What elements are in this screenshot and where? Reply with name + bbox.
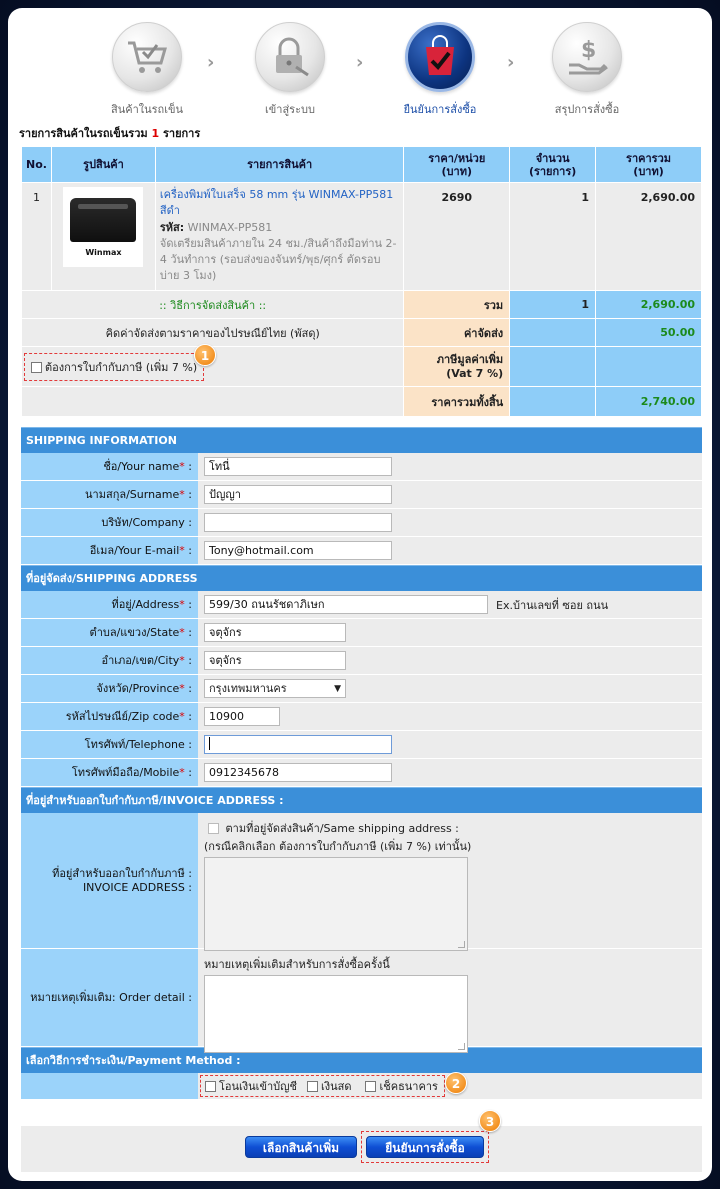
product-image-cell bbox=[51, 183, 155, 291]
invoice-field-cell bbox=[198, 813, 702, 948]
vat-empty-1 bbox=[510, 347, 596, 387]
bag-check-icon bbox=[405, 22, 475, 92]
province-label-text: จังหวัด/Province bbox=[96, 682, 180, 695]
required-mark: * bbox=[179, 766, 185, 779]
product-note: จัดเตรียมสินค้าภายใน 24 ชม./สินค้าถึงมือท่าน 2-4 วันทำการ (รอบส่งของจันทร์/พุธ/ศุกร์ ตัดรอบบ่าย 3 โมง) bbox=[159, 237, 397, 282]
payment-options bbox=[200, 1075, 445, 1097]
vat-label: ภาษีมูลค่าเพิ่ม (Vat 7 %) bbox=[436, 352, 504, 380]
row-total: 2,690.00 bbox=[596, 183, 702, 291]
payment-cash-checkbox[interactable] bbox=[307, 1081, 318, 1092]
phone-field-cell bbox=[198, 731, 702, 758]
col-price bbox=[404, 147, 510, 183]
row-price: 2690 bbox=[404, 183, 510, 291]
city-label-text: อำเภอ/เขต/City bbox=[101, 654, 180, 667]
invoice-row bbox=[21, 813, 702, 949]
company-input[interactable] bbox=[204, 513, 392, 532]
required-mark: * bbox=[179, 654, 185, 667]
colon: : bbox=[188, 654, 192, 667]
step-label: ยืนยันการสั่งซื้อ bbox=[403, 103, 477, 116]
colon: : bbox=[188, 626, 192, 639]
colon: : bbox=[188, 598, 192, 611]
grand-empty-2 bbox=[510, 387, 596, 417]
zip-input[interactable]: 10900 bbox=[204, 707, 280, 726]
state-field-cell bbox=[198, 619, 702, 646]
phone-input[interactable] bbox=[204, 735, 392, 754]
callout-badge-3: 3 bbox=[479, 1110, 501, 1132]
order-label: หมายเหตุเพิ่มเติม: Order detail : bbox=[21, 949, 198, 1046]
payment-header: เลือกวิธีการชำระเงิน/Payment Method : bbox=[21, 1047, 702, 1073]
cart-count-number: 1 bbox=[151, 127, 160, 140]
city-label bbox=[21, 647, 198, 674]
province-field-cell bbox=[198, 675, 702, 702]
payment-transfer-label: โอนเงินเข้าบัญชี bbox=[219, 1080, 297, 1093]
state-label bbox=[21, 619, 198, 646]
city-field-cell bbox=[198, 647, 702, 674]
invoice-label bbox=[21, 813, 198, 948]
phone-row bbox=[21, 731, 702, 759]
order-textarea[interactable] bbox=[204, 975, 468, 1053]
vat-empty-2 bbox=[596, 347, 702, 387]
required-mark: * bbox=[179, 598, 185, 611]
col-qty bbox=[510, 147, 596, 183]
invoice-label-text: ที่อยู่สำหรับออกใบกำกับภาษี : INVOICE ADDRESS : bbox=[52, 866, 192, 894]
chevron-right-icon: › bbox=[356, 52, 364, 73]
state-row bbox=[21, 619, 702, 647]
grand-row bbox=[22, 387, 702, 417]
page-frame bbox=[8, 8, 712, 1181]
action-bar bbox=[21, 1126, 702, 1172]
sum-qty: 1 bbox=[510, 291, 596, 319]
col-total bbox=[596, 147, 702, 183]
address-hint: Ex.บ้านเลขที่ ซอย ถนน bbox=[496, 598, 609, 612]
colon: : bbox=[188, 460, 192, 473]
email-field-cell bbox=[198, 537, 702, 564]
money-hand-icon bbox=[552, 22, 622, 92]
shipping-cost: 50.00 bbox=[596, 319, 702, 347]
colon: : bbox=[188, 710, 192, 723]
name-field-cell bbox=[198, 453, 702, 480]
colon: : bbox=[188, 682, 192, 695]
sum-total: 2,690.00 bbox=[596, 291, 702, 319]
product-code bbox=[156, 219, 403, 236]
province-value: กรุงเทพมหานคร bbox=[209, 682, 287, 695]
payment-transfer-checkbox[interactable] bbox=[205, 1081, 216, 1092]
mobile-field-cell bbox=[198, 759, 702, 786]
company-label: บริษัท/Company : bbox=[21, 509, 198, 536]
tax-checkbox-label: ต้องการใบกำกับภาษี (เพิ่ม 7 %) bbox=[45, 360, 198, 374]
shipping-empty bbox=[510, 319, 596, 347]
state-input[interactable]: จตุจักร bbox=[204, 623, 346, 642]
vat-row bbox=[22, 347, 702, 387]
row-qty: 1 bbox=[510, 183, 596, 291]
table-row bbox=[22, 183, 702, 291]
surname-row bbox=[21, 481, 702, 509]
province-select[interactable] bbox=[204, 679, 346, 698]
grand-label: ราคารวมทั้งสิ้น bbox=[404, 387, 510, 417]
name-row bbox=[21, 453, 702, 481]
payment-cash-label: เงินสด bbox=[320, 1080, 352, 1093]
cart-count-suffix: รายการ bbox=[162, 127, 201, 140]
required-mark: * bbox=[179, 544, 185, 557]
col-no: No. bbox=[22, 147, 52, 183]
checkout-form bbox=[21, 427, 702, 1099]
choose-more-button[interactable]: เลือกสินค้าเพิ่ม bbox=[245, 1136, 357, 1158]
required-mark: * bbox=[179, 710, 185, 723]
printer-image bbox=[70, 198, 136, 242]
lock-icon bbox=[255, 22, 325, 92]
vat-label-cell bbox=[404, 347, 510, 387]
product-detail bbox=[155, 183, 403, 291]
province-row bbox=[21, 675, 702, 703]
chevron-right-icon: › bbox=[207, 52, 215, 73]
shipping-address-header: ที่อยู่จัดส่ง/SHIPPING ADDRESS bbox=[21, 565, 702, 591]
shipping-row bbox=[22, 319, 702, 347]
callout-badge-1: 1 bbox=[194, 344, 216, 366]
product-table bbox=[21, 146, 702, 417]
address-input[interactable]: 599/30 ถนนรัชดาภิเษก bbox=[204, 595, 488, 614]
product-image[interactable] bbox=[63, 187, 143, 267]
chevron-down-icon: ▼ bbox=[334, 684, 341, 694]
zip-label-text: รหัสไปรษณีย์/Zip code bbox=[65, 710, 180, 723]
mobile-input[interactable]: 0912345678 bbox=[204, 763, 392, 782]
name-label-text: ชื่อ/Your name bbox=[103, 460, 180, 473]
zip-row bbox=[21, 703, 702, 731]
payment-cheque-label: เช็คธนาคาร bbox=[379, 1080, 438, 1093]
city-input[interactable]: จตุจักร bbox=[204, 651, 346, 670]
surname-label-text: นามสกุล/Surname bbox=[85, 488, 180, 501]
shipping-info-header: SHIPPING INFORMATION bbox=[21, 427, 702, 453]
zip-label bbox=[21, 703, 198, 730]
step-label: สินค้าในรถเข็น bbox=[110, 103, 184, 116]
company-field-cell bbox=[198, 509, 702, 536]
name-label bbox=[21, 453, 198, 480]
code-label: รหัส: bbox=[159, 221, 185, 234]
cart-count bbox=[19, 124, 200, 142]
same-address-label: ตามที่อยู่จัดส่งสินค้า/Same shipping address : bbox=[225, 822, 459, 835]
chevron-right-icon: › bbox=[507, 52, 515, 73]
step-label: เข้าสู่ระบบ bbox=[265, 103, 315, 116]
grand-total: 2,740.00 bbox=[596, 387, 702, 417]
grand-empty bbox=[22, 387, 404, 417]
phone-label: โทรศัพท์/Telephone : bbox=[21, 731, 198, 758]
address-label-text: ที่อยู่/Address bbox=[111, 598, 180, 611]
confirm-order-button[interactable]: ยืนยันการสั่งซื้อ bbox=[366, 1136, 484, 1158]
state-label-text: ตำบล/แขวง/State bbox=[89, 626, 180, 639]
step-label: สรุปการสั่งซื้อ bbox=[554, 103, 620, 116]
invoice-header: ที่อยู่สำหรับออกใบกำกับภาษี/INVOICE ADDRESS : bbox=[21, 787, 702, 813]
required-mark: * bbox=[179, 488, 185, 501]
payment-row bbox=[21, 1073, 702, 1099]
mobile-label bbox=[21, 759, 198, 786]
surname-input[interactable]: ปัญญา bbox=[204, 485, 392, 504]
tax-checkbox[interactable] bbox=[31, 362, 42, 373]
name-input[interactable]: โทนี่ bbox=[204, 457, 392, 476]
email-label-text: อีเมล/Your E-mail bbox=[89, 544, 180, 557]
col-price-label: ราคา/หน่วย (บาท) bbox=[428, 151, 486, 178]
address-field-cell bbox=[198, 591, 702, 618]
payment-label-empty bbox=[21, 1073, 198, 1099]
address-label bbox=[21, 591, 198, 618]
email-label bbox=[21, 537, 198, 564]
cart-count-prefix: รายการสินค้าในรถเข็นรวม bbox=[19, 127, 148, 140]
col-image: รูปสินค้า bbox=[51, 147, 155, 183]
zip-field-cell bbox=[198, 703, 702, 730]
email-input[interactable]: Tony@hotmail.com bbox=[204, 541, 392, 560]
same-address-note: (กรณีคลิกเลือก ต้องการใบกำกับภาษี (เพิ่ม 7 %) เท่านั้น) bbox=[204, 840, 472, 853]
email-row bbox=[21, 537, 702, 565]
invoice-textarea[interactable] bbox=[204, 857, 468, 951]
order-row bbox=[21, 949, 702, 1047]
colon: : bbox=[188, 766, 192, 779]
required-mark: * bbox=[179, 460, 185, 473]
svg-text:$: $ bbox=[581, 38, 597, 63]
surname-label bbox=[21, 481, 198, 508]
tax-checkbox-wrap[interactable] bbox=[24, 353, 204, 381]
colon: : bbox=[188, 544, 192, 557]
cart-icon bbox=[112, 22, 182, 92]
code-value: WINMAX-PP581 bbox=[187, 221, 273, 234]
order-note-hint: หมายเหตุเพิ่มเติมสำหรับการสั่งซื้อครั้งนี้ bbox=[204, 958, 390, 971]
col-qty-label: จำนวน (รายการ) bbox=[528, 151, 577, 178]
text-caret bbox=[209, 737, 210, 750]
col-item: รายการสินค้า bbox=[155, 147, 403, 183]
city-row bbox=[21, 647, 702, 675]
shipping-label: ค่าจัดส่ง bbox=[404, 319, 510, 347]
required-mark: * bbox=[179, 626, 185, 639]
step-cart[interactable] bbox=[87, 22, 207, 118]
province-label bbox=[21, 675, 198, 702]
checkout-steps bbox=[8, 8, 712, 126]
shipping-method-title: :: วิธีการจัดส่งสินค้า :: bbox=[22, 291, 404, 319]
mobile-label-text: โทรศัพท์มือถือ/Mobile bbox=[71, 766, 180, 779]
col-total-label: ราคารวม (บาท) bbox=[626, 151, 672, 178]
step-login[interactable] bbox=[230, 22, 350, 118]
sum-label: รวม bbox=[404, 291, 510, 319]
same-address-line bbox=[204, 819, 702, 837]
payment-cheque-checkbox[interactable] bbox=[365, 1081, 376, 1092]
shipping-note: คิดค่าจัดส่งตามราคาของไปรษณีย์ไทย (พัสดุ) bbox=[22, 319, 404, 347]
mobile-row bbox=[21, 759, 702, 787]
callout-badge-2: 2 bbox=[445, 1072, 467, 1094]
step-summary[interactable] bbox=[527, 22, 647, 118]
same-address-checkbox[interactable] bbox=[208, 823, 219, 834]
sum-row bbox=[22, 291, 702, 319]
surname-field-cell bbox=[198, 481, 702, 508]
company-row bbox=[21, 509, 702, 537]
brand-logo: Winmax bbox=[85, 247, 122, 257]
order-field-cell bbox=[198, 949, 702, 1046]
step-confirm[interactable] bbox=[380, 22, 500, 118]
required-mark: * bbox=[179, 682, 185, 695]
product-name-link[interactable]: เครื่องพิมพ์ใบเสร็จ 58 mm รุ่น WINMAX-PP581 สีดำ bbox=[159, 188, 394, 217]
colon: : bbox=[188, 488, 192, 501]
row-no: 1 bbox=[22, 183, 52, 291]
address-row bbox=[21, 591, 702, 619]
